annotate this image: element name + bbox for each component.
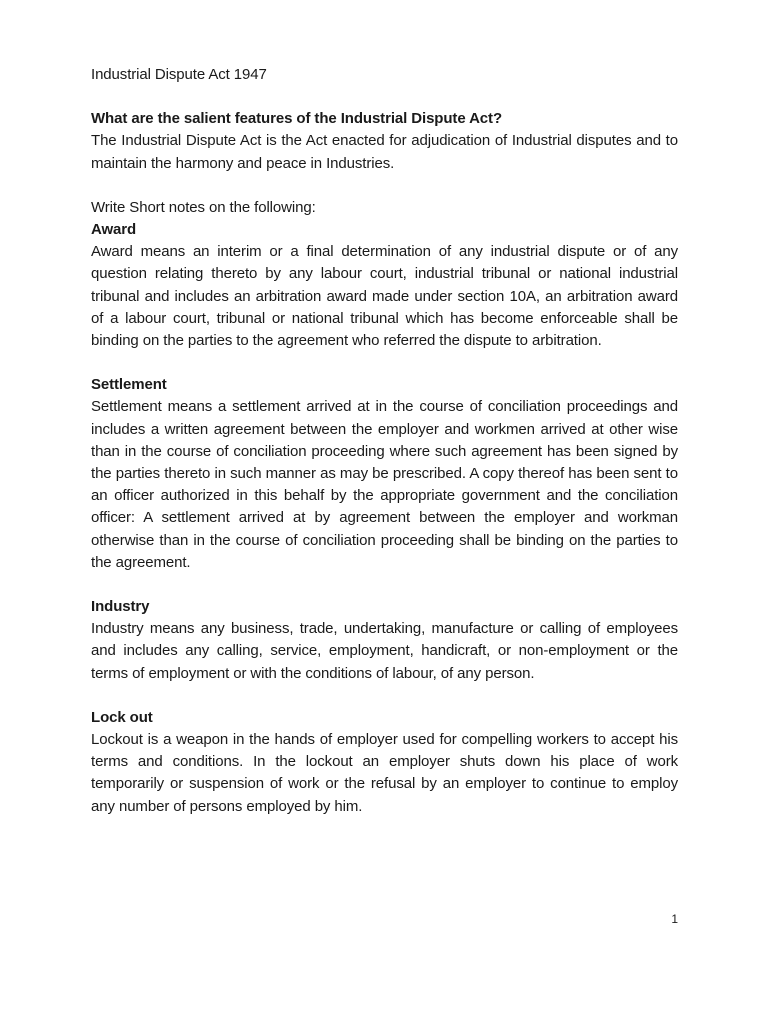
document-content — [91, 64, 678, 818]
section-heading-settlement: Settlement — [91, 376, 167, 394]
section-body-award: Award means an interim or a final determination of any industrial dispute or of any question relating thereto by any labour court, industrial tribunal or national industrial tribunal and includes an arbitration award made under section 10A, an arbitration award of a labour court, tribunal or national tribunal which has become enforceable shall be binding on the parties to the agreement who referred the dispute to arbitration. — [91, 243, 678, 350]
spacer — [91, 574, 678, 596]
section-body-lock-out: Lockout is a weapon in the hands of employer used for compelling workers to accept his terms and conditions. In the lockout an employer shuts down his place of work temporarily or suspension of work or the refusal by an employer to continue to employ any number of persons employed by him. — [91, 731, 678, 815]
page-number: 1 — [671, 912, 678, 926]
spacer — [91, 352, 678, 374]
spacer — [91, 175, 678, 197]
spacer — [91, 685, 678, 707]
section-heading-industry: Industry — [91, 598, 150, 616]
section-body-industry: Industry means any business, trade, undertaking, manufacture or calling of employees and includes any calling, service, employment, handicraft, or non-employment or the terms of employment or with the conditions of labour, of any person. — [91, 620, 678, 682]
question-heading: What are the salient features of the Industrial Dispute Act? — [91, 110, 503, 128]
document-title: Industrial Dispute Act 1947 — [91, 66, 267, 83]
short-notes-intro: Write Short notes on the following: — [91, 198, 316, 216]
section-body-settlement: Settlement means a settlement arrived at in the course of conciliation proceedings and includes a written agreement between the employer and workmen arrived at other wise than in the course of conciliation proceeding where such agreement has been signed by the parties thereto in such manner as may be prescribed. A copy thereof has been sent to an officer authorized in this behalf by the appropriate government and the conciliation officer: A settlement arrived at by agreement between the employer and workman otherwise than in the course of conciliation proceeding shall be binding on the parties to the agreement. — [91, 398, 678, 571]
section-heading-award: Award — [91, 221, 137, 239]
question-answer: The Industrial Dispute Act is the Act enacted for adjudication of Industrial disputes and to maintain the harmony and peace in Industries. — [91, 132, 678, 172]
section-heading-lock-out: Lock out — [91, 708, 153, 726]
